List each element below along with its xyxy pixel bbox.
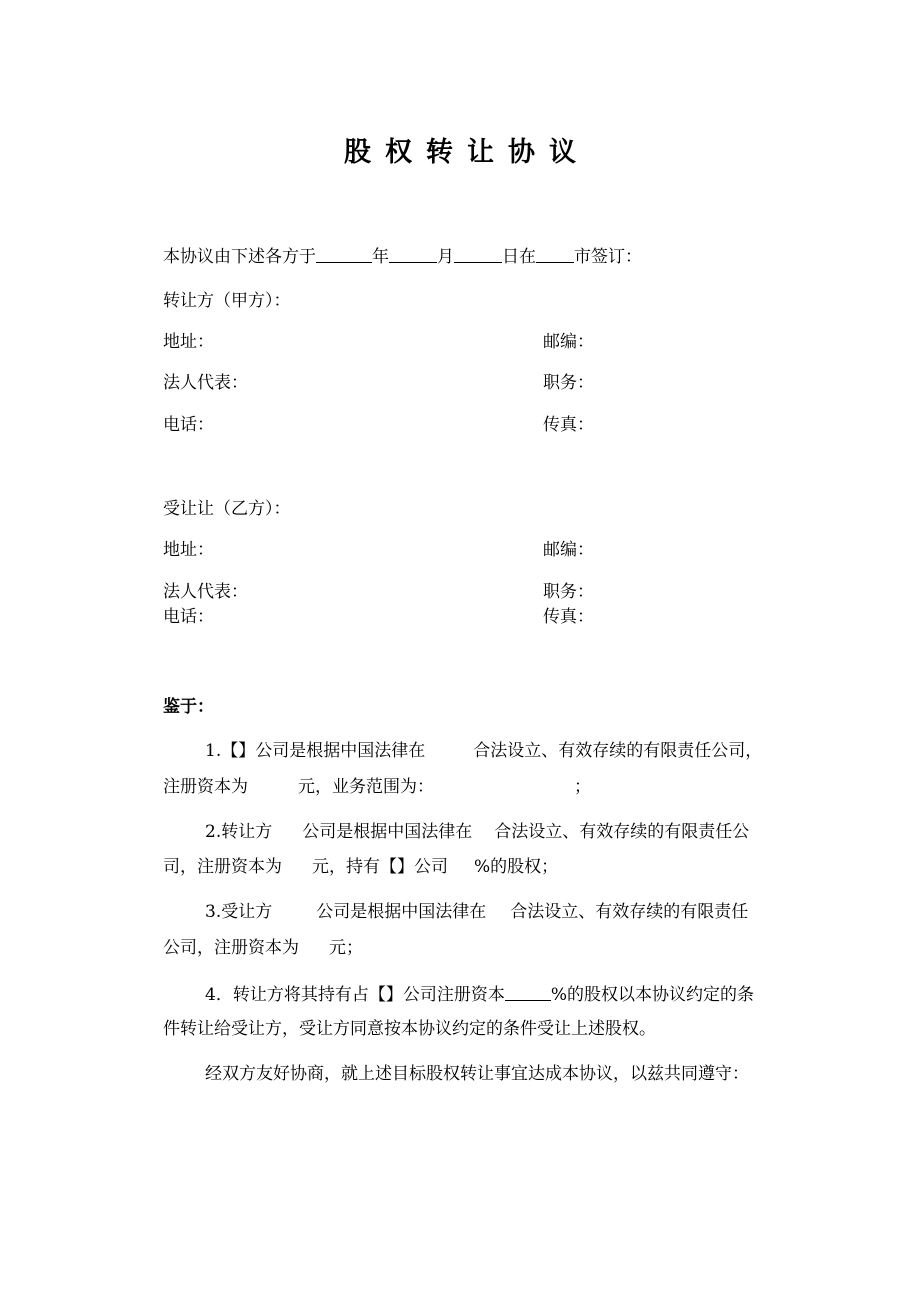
clause-1-text-d: 元，业务范围为： bbox=[298, 777, 434, 797]
party-a-fax: 传真： bbox=[543, 415, 594, 435]
party-a-postcode: 邮编： bbox=[543, 332, 594, 352]
clause-1-text-b: 合法设立、有效存续的有限责任公司， bbox=[473, 741, 763, 761]
clause-2-line-2 bbox=[163, 855, 558, 879]
clause-1-line-1 bbox=[205, 739, 762, 763]
clause-3-text-a: 3.受让方 bbox=[205, 902, 273, 922]
clause-2-text-d: 司，注册资本为 bbox=[163, 857, 282, 877]
clause-2-text-e: 元，持有【】公司 bbox=[312, 857, 448, 877]
clause-2-text-c: 合法设立、有效存续的有限责任公 bbox=[494, 822, 750, 842]
clause-3-text-c: 合法设立、有效存续的有限责任 bbox=[510, 902, 749, 922]
clause-3-line-2 bbox=[163, 936, 363, 960]
party-b-heading: 受让让（乙方）： bbox=[163, 499, 291, 519]
blank-percentage bbox=[505, 982, 551, 1001]
party-a-position: 职务： bbox=[543, 373, 594, 393]
clause-2-text-f: %的股权； bbox=[474, 857, 559, 877]
whereas-heading: 鉴于： bbox=[163, 697, 214, 717]
intro-day: 日在 bbox=[502, 247, 536, 267]
clause-1-text-c: 注册资本为 bbox=[163, 777, 248, 797]
party-b-phone: 电话： bbox=[163, 607, 214, 627]
clause-3-text-d: 公司，注册资本为 bbox=[163, 938, 299, 958]
party-a-heading: 转让方（甲方）： bbox=[163, 291, 291, 311]
intro-city: 市签订： bbox=[574, 247, 642, 267]
party-b-position: 职务： bbox=[543, 582, 594, 602]
clause-3-line-1 bbox=[205, 900, 748, 924]
blank-day bbox=[454, 244, 502, 263]
party-a-rep: 法人代表： bbox=[163, 373, 248, 393]
clause-1-line-2 bbox=[163, 775, 591, 799]
document-title: 股权转让协议 bbox=[344, 137, 590, 168]
closing-statement: 经双方友好协商，就上述目标股权转让事宜达成本协议，以兹共同遵守： bbox=[205, 1064, 749, 1084]
clause-3-text-b: 公司是根据中国法律在 bbox=[316, 902, 487, 922]
party-b-postcode: 邮编： bbox=[543, 540, 594, 560]
party-b-rep: 法人代表： bbox=[163, 582, 248, 602]
blank-month bbox=[389, 244, 437, 263]
party-a-phone: 电话： bbox=[163, 415, 214, 435]
clause-2-text-a: 2.转让方 bbox=[205, 822, 273, 842]
party-a-address: 地址： bbox=[163, 332, 214, 352]
clause-4-line-1 bbox=[205, 982, 754, 1007]
intro-line bbox=[163, 244, 642, 269]
intro-year: 年 bbox=[372, 247, 389, 267]
clause-4-line-2: 件转让给受让方，受让方同意按本协议约定的条件受让上述股权。 bbox=[163, 1019, 656, 1039]
blank-city bbox=[536, 244, 574, 263]
clause-2-line-1 bbox=[205, 820, 749, 844]
clause-4-text-a: 4．转让方将其持有占【】公司注册资本 bbox=[205, 985, 505, 1005]
clause-3-text-e: 元； bbox=[329, 938, 363, 958]
blank-year bbox=[316, 244, 372, 263]
clause-1-text-a: 1.【】公司是根据中国法律在 bbox=[205, 741, 426, 761]
clause-1-text-e: ； bbox=[574, 777, 591, 797]
clause-4-text-b: %的股权以本协议约定的条 bbox=[550, 985, 754, 1005]
party-b-fax: 传真： bbox=[543, 607, 594, 627]
intro-month: 月 bbox=[437, 247, 454, 267]
party-b-address: 地址： bbox=[163, 540, 214, 560]
clause-2-text-b: 公司是根据中国法律在 bbox=[302, 822, 473, 842]
intro-prefix: 本协议由下述各方于 bbox=[163, 247, 316, 267]
